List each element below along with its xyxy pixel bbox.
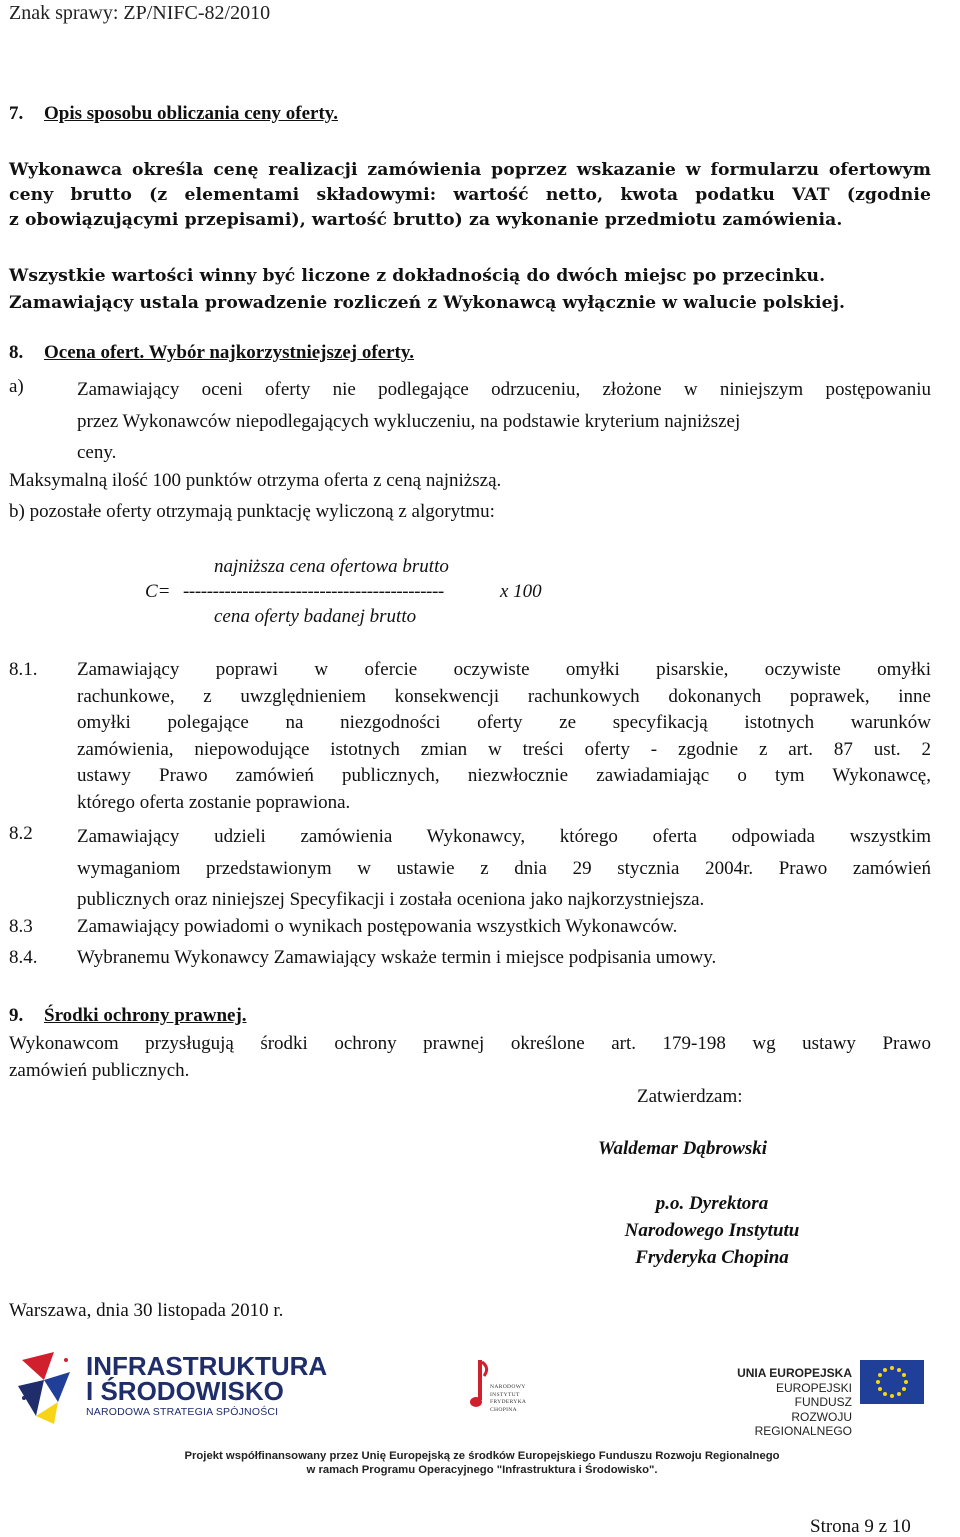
formula-lhs: C= [145,581,171,602]
text-line: ustawy Prawo zamówień publicznych, niezwłocznie zawiadamiając o tym Wykonawcę, [77,765,931,787]
section-title: Ocena ofert. Wybór najkorzystniejszej oferty. [44,342,415,363]
eu-line: ROZWOJU REGIONALNEGO [754,1409,852,1438]
eu-line: UNIA EUROPEJSKA [737,1366,852,1380]
role-line: Narodowego Instytutu [624,1220,800,1241]
algorithm-intro: b) pozostałe oferty otrzymają punktację wyliczoną z algorytmu: [9,501,495,522]
section-title: Środki ochrony prawnej. [44,1005,247,1026]
text-line: z obowiązującymi przepisami), wartość brutto) za wykonanie przedmiotu zamówienia. [9,210,843,230]
text-line: którego oferta zostanie poprawiona. [77,791,351,813]
text-line: publicznych oraz niniejszej Specyfikacji i została oceniona jako najkorzystniejsza. [77,889,705,910]
text-line: Zamawiający ustala prowadzenie rozliczeń z Wykonawcą wyłącznie w walucie polskiej. [9,293,846,313]
section-number: 9. [9,1005,24,1026]
approver-role [592,1190,832,1271]
nifc-line: NARODOWY [490,1384,526,1390]
text-line: Wszystkie wartości winny być liczone z dokładnością do dwóch miejsc po przecinku. [9,266,826,286]
section-7-heading [9,101,338,128]
text-line: wymaganiom przedstawionym w ustawie z dnia 29 stycznia 2004r. Prawo zamówień [77,857,931,879]
nss-star-logo-icon [14,1350,72,1426]
role-line: p.o. Dyrektora [655,1193,769,1214]
text-line: ceny. [77,442,117,463]
formula-multiplier: x 100 [500,581,542,602]
cofinance-line: Projekt współfinansowany przez Unię Europejską ze środków Europejskiego Funduszu Rozwoju Regionalnego [184,1450,780,1462]
text-line: zamówień publicznych. [9,1060,190,1081]
section-9-text [9,1030,931,1084]
logo-title-line: INFRASTRUKTURA [86,1351,328,1381]
nss-subtitle: NARODOWA STRATEGIA SPÓJNOŚCI [86,1406,279,1418]
section-7-paragraph-1 [9,158,931,233]
text-line: omyłki polegające na niezgodności oferty ze specyfikacją istotnych warunków [77,712,931,734]
nifc-logo-text [490,1384,526,1414]
approver-name: Waldemar Dąbrowski [598,1138,768,1159]
item-8-2-text [77,821,931,916]
text-line: rachunkowe, z uwzględnieniem konsekwencji rachunkowych dokonanych poprawek, inne [77,685,931,707]
page-number: Strona 9 z 10 [810,1516,911,1537]
item-number: 8.2 [9,823,33,844]
text-line: ceny brutto (z elementami składowymi: wartość netto, kwota podatku VAT (zgodnie [9,185,931,205]
item-a-text [77,374,931,469]
text-line: zamówienia, niepowodujące istotnych zmian w treści oferty - zgodnie z art. 87 ust. 2 [77,738,931,760]
nifc-line: CHOPINA [490,1406,517,1413]
item-8-1-text [77,657,931,817]
section-number: 8. [9,342,24,363]
role-line: Fryderyka Chopina [635,1247,789,1268]
section-8-heading [9,340,414,367]
text-line: Zamawiający udzieli zamówienia Wykonawcy, którego oferta odpowiada wszystkim [77,826,931,847]
text-line: Zamawiający poprawi w ofercie oczywiste omyłki pisarskie, oczywiste omyłki [77,659,931,680]
item-8-4-text: Wybranemu Wykonawcy Zamawiający wskaże termin i miejsce podpisania umowy. [77,947,717,968]
formula-dashes: -------------------------------------------- [183,581,444,602]
eu-flag-icon [860,1360,924,1404]
logo-band [0,1336,960,1486]
case-number: Znak sprawy: ZP/NIFC-82/2010 [9,2,271,24]
eu-line: EUROPEJSKI FUNDUSZ [775,1380,852,1409]
nifc-line: INSTYTUT [490,1391,520,1398]
cofinance-line: w ramach Programu Operacyjnego "Infrastruktura i Środowisko". [306,1464,658,1476]
max-points-text: Maksymalną ilość 100 punktów otrzyma oferta z ceną najniższą. [9,470,502,491]
text-line: przez Wykonawców niepodlegających wykluczeniu, na podstawie kryterium najniższej [77,410,741,432]
section-number: 7. [9,103,24,124]
text-line: Zamawiający oceni oferty nie podlegające odrzuceniu, złożone w niniejszym postępowaniu [77,379,931,400]
infrastruktura-logo-text [86,1351,328,1406]
text-line: Wykonawca określa cenę realizacji zamówienia poprzez wskazanie w formularzu ofertowym [9,160,931,180]
text-line: Wykonawcom przysługują środki ochrony prawnej określone art. 179-198 wg ustawy Prawo [9,1033,931,1054]
item-number: 8.1. [9,659,38,680]
formula-numerator: najniższa cena ofertowa brutto [214,556,449,577]
item-a-label: a) [9,376,24,397]
item-number: 8.4. [9,947,38,968]
place-date: Warszawa, dnia 30 listopada 2010 r. [9,1300,284,1321]
section-title: Opis sposobu obliczania ceny oferty. [44,103,338,124]
section-9-heading [9,1003,247,1030]
section-7-paragraph-2 [9,263,931,317]
formula-denominator: cena oferty badanej brutto [214,606,417,627]
cofinance-note [152,1449,812,1477]
item-number: 8.3 [9,916,33,937]
item-8-3-text: Zamawiający powiadomi o wynikach postępowania wszystkich Wykonawców. [77,916,678,937]
eu-logo-text [722,1366,852,1439]
nifc-logo-icon [470,1360,490,1410]
nifc-line: FRYDERYKA [490,1399,527,1405]
approval-label: Zatwierdzam: [637,1086,743,1107]
logo-title-line: I ŚRODOWISKO [86,1376,284,1406]
